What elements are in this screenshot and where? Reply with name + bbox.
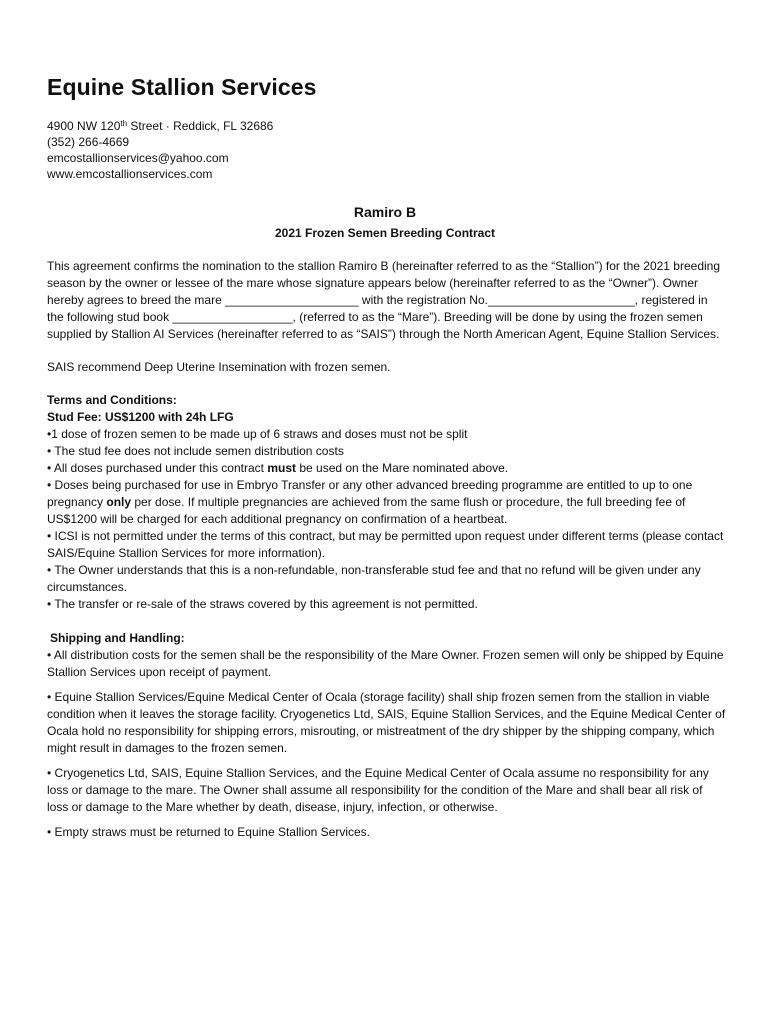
email: emcostallionservices@yahoo.com: [47, 151, 229, 165]
phone: (352) 266-4669: [47, 135, 130, 149]
stallion-name: Ramiro B: [353, 204, 417, 220]
company-name: Equine Stallion Services: [47, 74, 317, 100]
terms-bullet-3-emphasis: must: [267, 461, 296, 475]
terms-bullet-4-post: per dose. If multiple pregnancies are achieved from the same flush or procedure, the full breeding fee of US$1200 will be charged for each additional pregnancy on confirmation of a heartbeat.: [47, 495, 686, 526]
terms-bullet-7: • The transfer or re-sale of the straws covered by this agreement is not permitted.: [47, 597, 478, 611]
shipping-paragraph-3: • Cryogenetics Ltd, SAIS, Equine Stallion Services, and the Equine Medical Center of Ocala assume no responsibility for any loss or damage to the mare. The Owner shall assume all responsibility for the condition of the Mare and shall bear all risk of loss or damage to the Mare whether by death, disease, injury, infection, or otherwise.: [47, 766, 709, 814]
terms-bullet-4: [47, 477, 727, 528]
terms-heading: Terms and Conditions:: [47, 393, 177, 407]
terms-bullet-6: • The Owner understands that this is a non-refundable, non-transferable stud fee and that no refund will be given under any circumstances.: [47, 563, 701, 594]
address-street: 4900 NW 120: [47, 119, 121, 133]
address-city: Street · Reddick, FL 32686: [127, 119, 274, 133]
shipping-paragraph-1: • All distribution costs for the semen shall be the responsibility of the Mare Owner. Frozen semen will only be shipped by Equine Stallion Services upon receipt of payment.: [47, 648, 724, 679]
terms-bullet-1: •1 dose of frozen semen to be made up of 6 straws and doses must not be split: [47, 427, 468, 441]
recommendation: SAIS recommend Deep Uterine Insemination with frozen semen.: [47, 360, 391, 374]
terms-bullet-3: [47, 460, 727, 477]
contract-body: [47, 258, 727, 841]
terms-bullet-2: • The stud fee does not include semen distribution costs: [47, 444, 344, 458]
terms-bullet-5: • ICSI is not permitted under the terms of this contract, but may be permitted upon request under different terms (please contact SAIS/Equine Stallion Services for more information).: [47, 529, 724, 560]
terms-bullet-3-post: be used on the Mare nominated above.: [296, 461, 509, 475]
intro-paragraph: This agreement confirms the nomination to the stallion Ramiro B (hereinafter referred to as the “Stallion”) for the 2021 breeding season by the owner or lessee of the mare whose signature appears below (hereinafter referred to as the “Owner”). Owner hereby agrees to breed the mare ____________________ with the registration No.______________________, registered in the following stud book __________________, (referred to as the “Mare”). Breeding will be done by using the frozen semen supplied by Stallion AI Services (hereinafter referred to as “SAIS”) through the North American Agent, Equine Stallion Services.: [47, 259, 721, 341]
contact-block: [47, 118, 273, 182]
shipping-paragraph-4: • Empty straws must be returned to Equine Stallion Services.: [47, 825, 371, 839]
stud-fee: Stud Fee: US$1200 with 24h LFG: [47, 410, 234, 424]
contract-title: 2021 Frozen Semen Breeding Contract: [274, 226, 496, 240]
terms-bullet-4-emphasis: only: [106, 495, 132, 509]
shipping-paragraph-2: • Equine Stallion Services/Equine Medical Center of Ocala (storage facility) shall ship frozen semen from the stallion in viable condition when it leaves the storage facility. Cryogenetics Ltd, SAIS, Equine Stallion Services, and the Equine Medical Center of Ocala hold no responsibility for shipping errors, misrouting, or mistreatment of the dry shipper by the shipping company, which might result in damages to the frozen semen.: [47, 690, 726, 755]
address: [47, 118, 273, 134]
terms-bullet-4-pre: • Doses being purchased for use in Embryo Transfer or any other advanced breeding programme are entitled to up to one pregnancy: [47, 478, 693, 509]
address-ordinal: th: [120, 119, 128, 128]
website: www.emcostallionservices.com: [47, 167, 213, 181]
terms-bullet-3-pre: • All doses purchased under this contract: [47, 461, 268, 475]
shipping-heading: Shipping and Handling:: [50, 631, 185, 645]
